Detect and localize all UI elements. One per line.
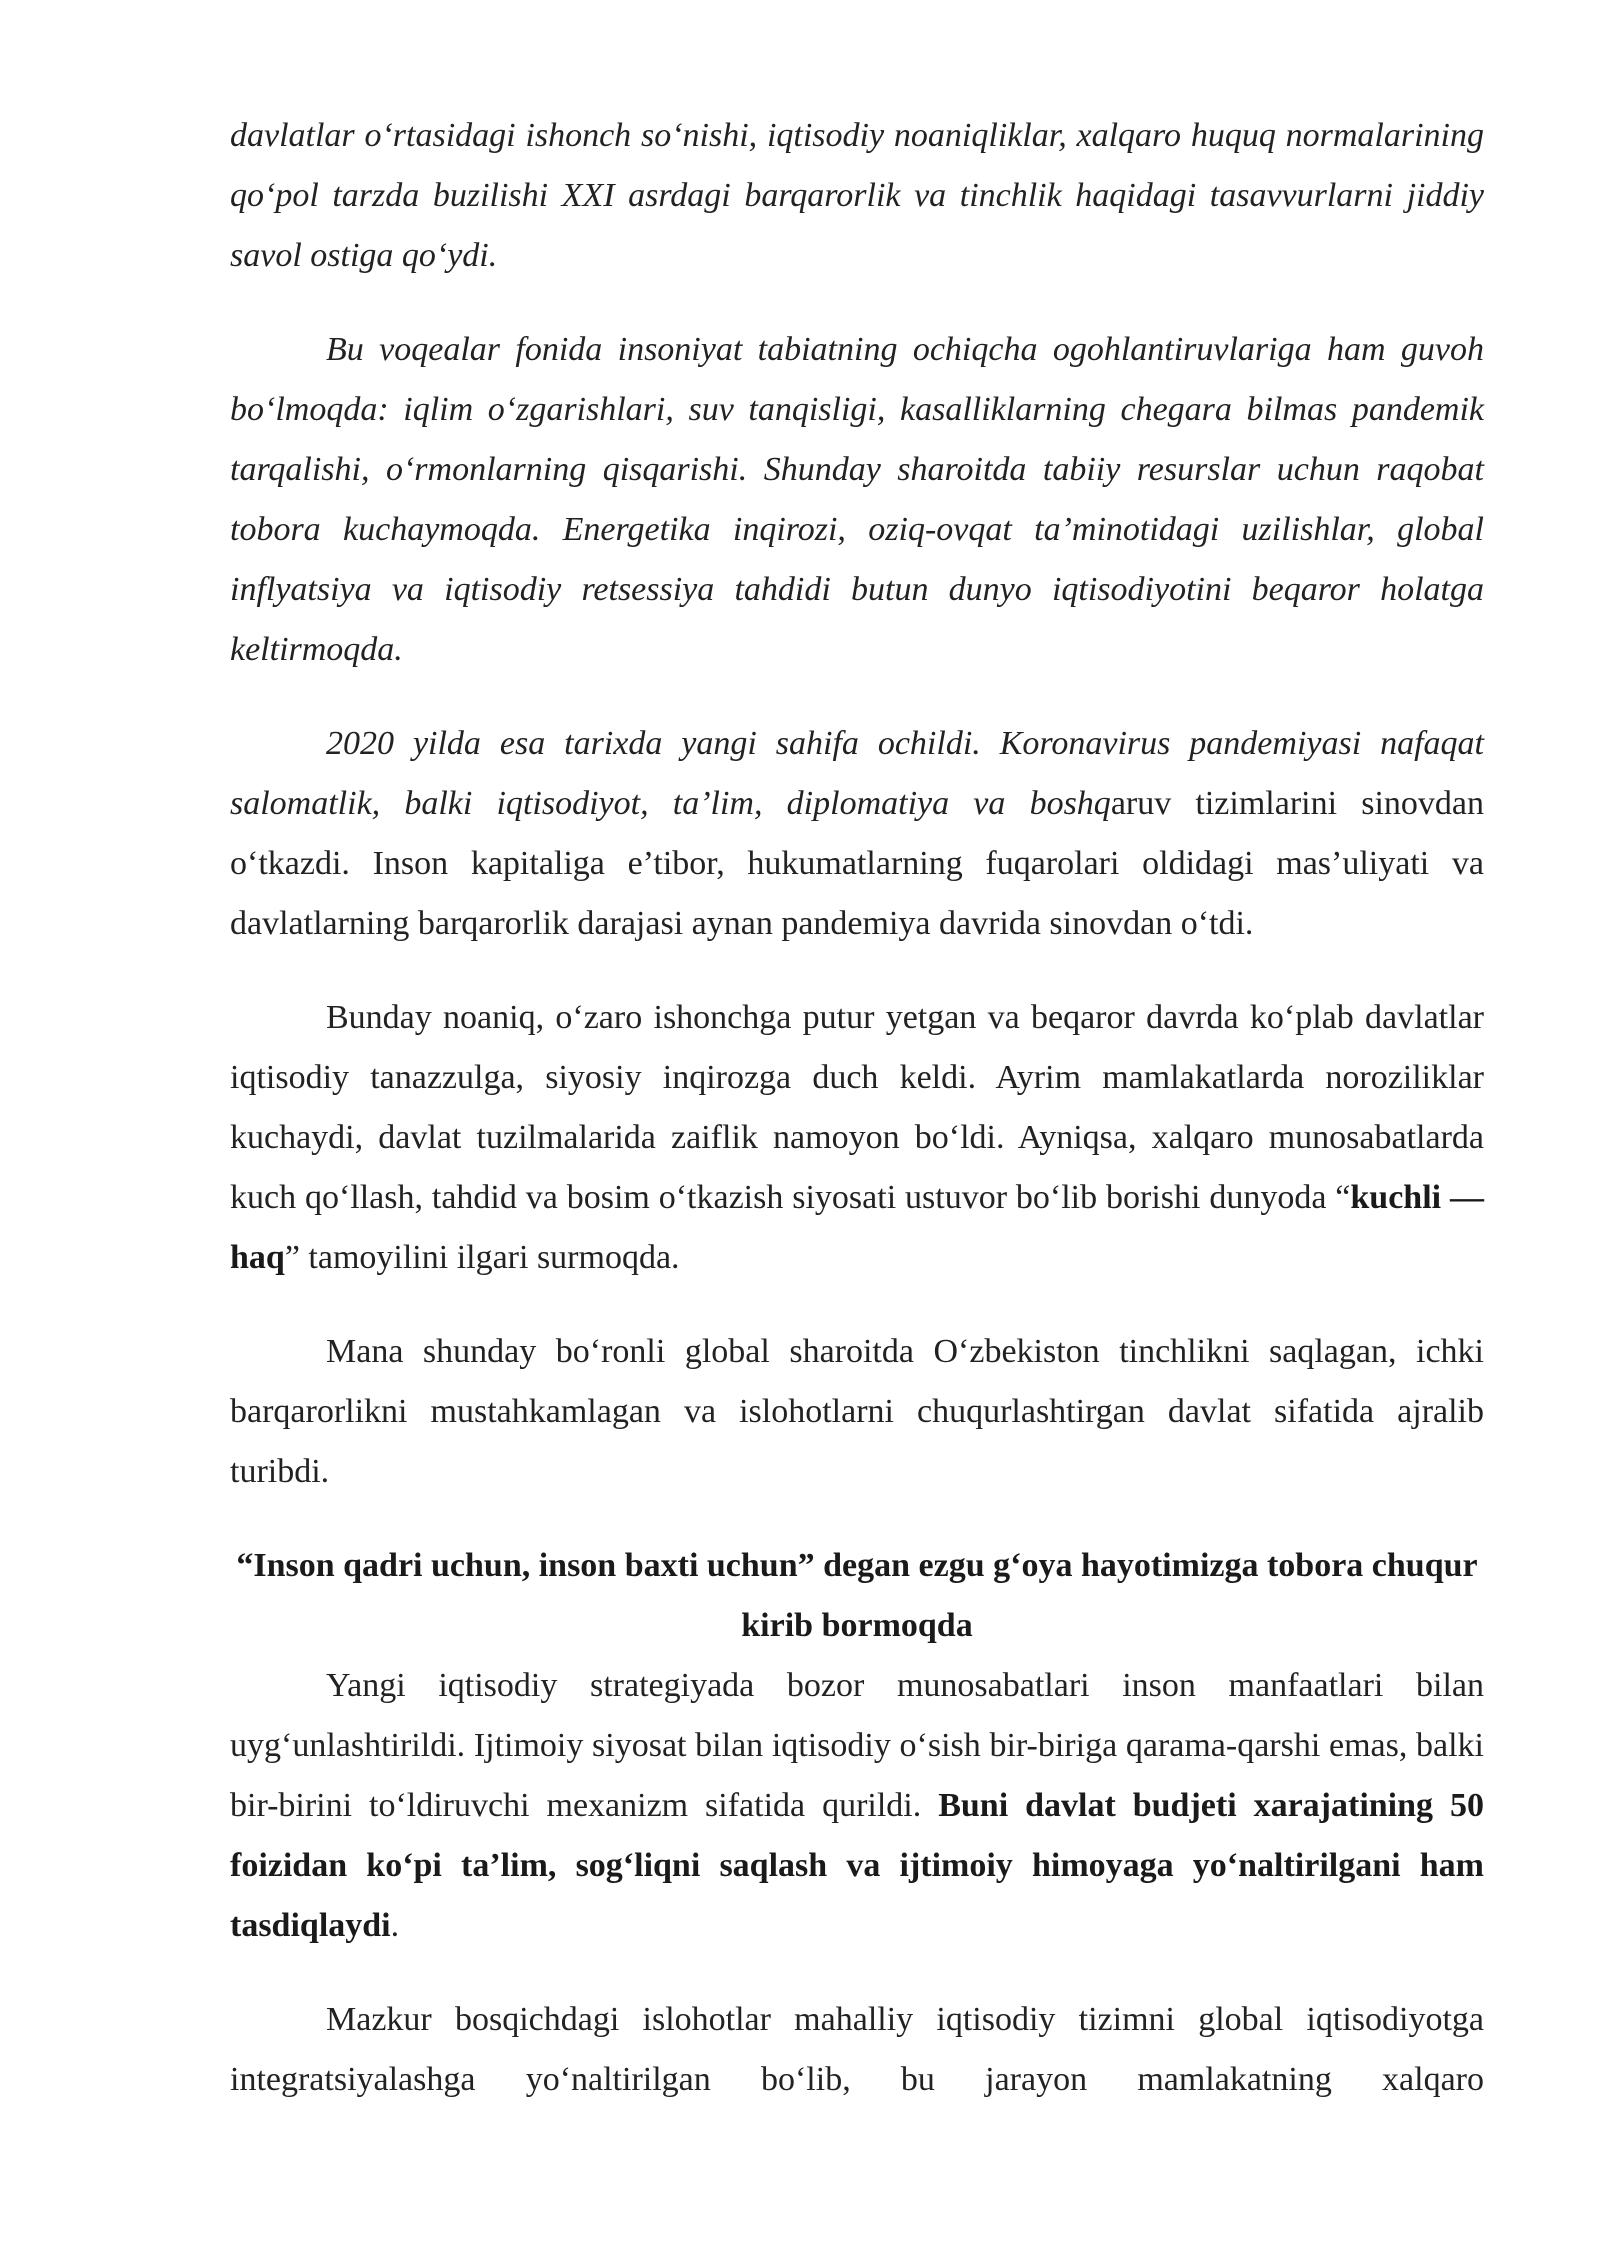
- paragraph-6: [230, 1656, 1484, 1956]
- paragraph-5-text: Mana shunday bo‘ronli global sharoitda O‘zbekiston tinchlikni saqlagan, ichki barqarorlikni mustahkamlagan va islohotlarni chuqurlashtirgan davlat sifatida ajralib turibdi.: [230, 1333, 1484, 1490]
- paragraph-4-text-before: Bunday noaniq, o‘zaro ishonchga putur yetgan va beqaror davrda ko‘plab davlatlar iqtisodiy tanazzulga, siyosiy inqirozga duch keldi. Ayrim mamlakatlarda noroziliklar kuchaydi, davlat tuzilmalarida zaiflik namoyon bo‘ldi. Ayniqsa, xalqaro munosabatlarda kuch qo‘llash, tahdid va bosim o‘tkazish siyosati ustuvor bo‘lib borishi dunyoda “: [230, 999, 1484, 1216]
- section-heading: “Inson qadri uchun, inson baxti uchun” degan ezgu g‘oya hayotimizga tobora chuqur kirib bormoqda: [236, 1547, 1478, 1644]
- paragraph-2: [230, 320, 1484, 680]
- paragraph-3-italic-text: 2020 yilda esa tarixda yangi sahifa ochildi. Koronavirus pandemiyasi nafaqat salomatlik, balki iqtisodiyot, ta’lim, diplomatiya va boshq: [230, 725, 1484, 822]
- paragraph-2-text: Bu voqealar fonida insoniyat tabiatning ochiqcha ogohlantiruvlariga ham guvoh bo‘lmoqda: iqlim o‘zgarishlari, suv tanqisligi, kasalliklarning chegara bilmas pandemik tarqalishi, o‘rmonlarning qisqarishi. Shunday sharoitda tabiiy resurslar uchun raqobat tobora kuchaymoqda. Energetika inqirozi, oziq-ovqat ta’minotidagi uzilishlar, global inflyatsiya va iqtisodiy retsessiya tahdidi butun dunyo iqtisodiyotini beqaror holatga keltirmoqda.: [230, 331, 1484, 668]
- paragraph-5: [230, 1322, 1484, 1502]
- paragraph-4: [230, 988, 1484, 1288]
- paragraph-6-bold-text: Buni davlat budjeti xarajatining 50 foizidan ko‘pi ta’lim, sog‘liqni saqlash va ijtimoiy himoyaga yo‘naltirilgani ham tasdiqlaydi: [230, 1787, 1484, 1944]
- paragraph-6-text: Yangi iqtisodiy strategiyada bozor munosabatlari inson manfaatlari bilan uyg‘unlashtirildi. Ijtimoiy siyosat bilan iqtisodiy o‘sish bir-biriga qarama-qarshi emas, balki bir-birini to‘ldiruvchi mexanizm sifatida qurildi.: [230, 1667, 1484, 1824]
- document-body: [230, 106, 1484, 2110]
- paragraph-3-text: aruv tizimlarini sinovdan o‘tkazdi. Inson kapitaliga e’tibor, hukumatlarning fuqarolari oldidagi mas’uliyati va davlatlarning barqarorlik darajasi aynan pandemiya davrida sinovdan o‘tdi.: [230, 785, 1485, 942]
- paragraph-4-text-after: ” tamoyilini ilgari surmoqda.: [284, 1239, 680, 1276]
- paragraph-1: [230, 106, 1484, 286]
- paragraph-4-bold-text: kuchli — haq: [230, 1179, 1484, 1276]
- paragraph-7-text: Mazkur bosqichdagi islohotlar mahalliy iqtisodiy tizimni global iqtisodiyotga integratsiyalashga yo‘naltirilgan bo‘lib, bu jarayon mamlakatning xalqaro: [230, 2001, 1484, 2098]
- paragraph-3: [230, 714, 1484, 954]
- paragraph-7: [230, 1990, 1484, 2110]
- paragraph-6-text-end: .: [390, 1907, 400, 1944]
- paragraph-1-text: davlatlar o‘rtasidagi ishonch so‘nishi, iqtisodiy noaniqliklar, xalqaro huquq normalarining qo‘pol tarzda buzilishi XXI asrdagi barqarorlik va tinchlik haqidagi tasavvurlarni jiddiy savol ostiga qo‘ydi.: [230, 117, 1484, 274]
